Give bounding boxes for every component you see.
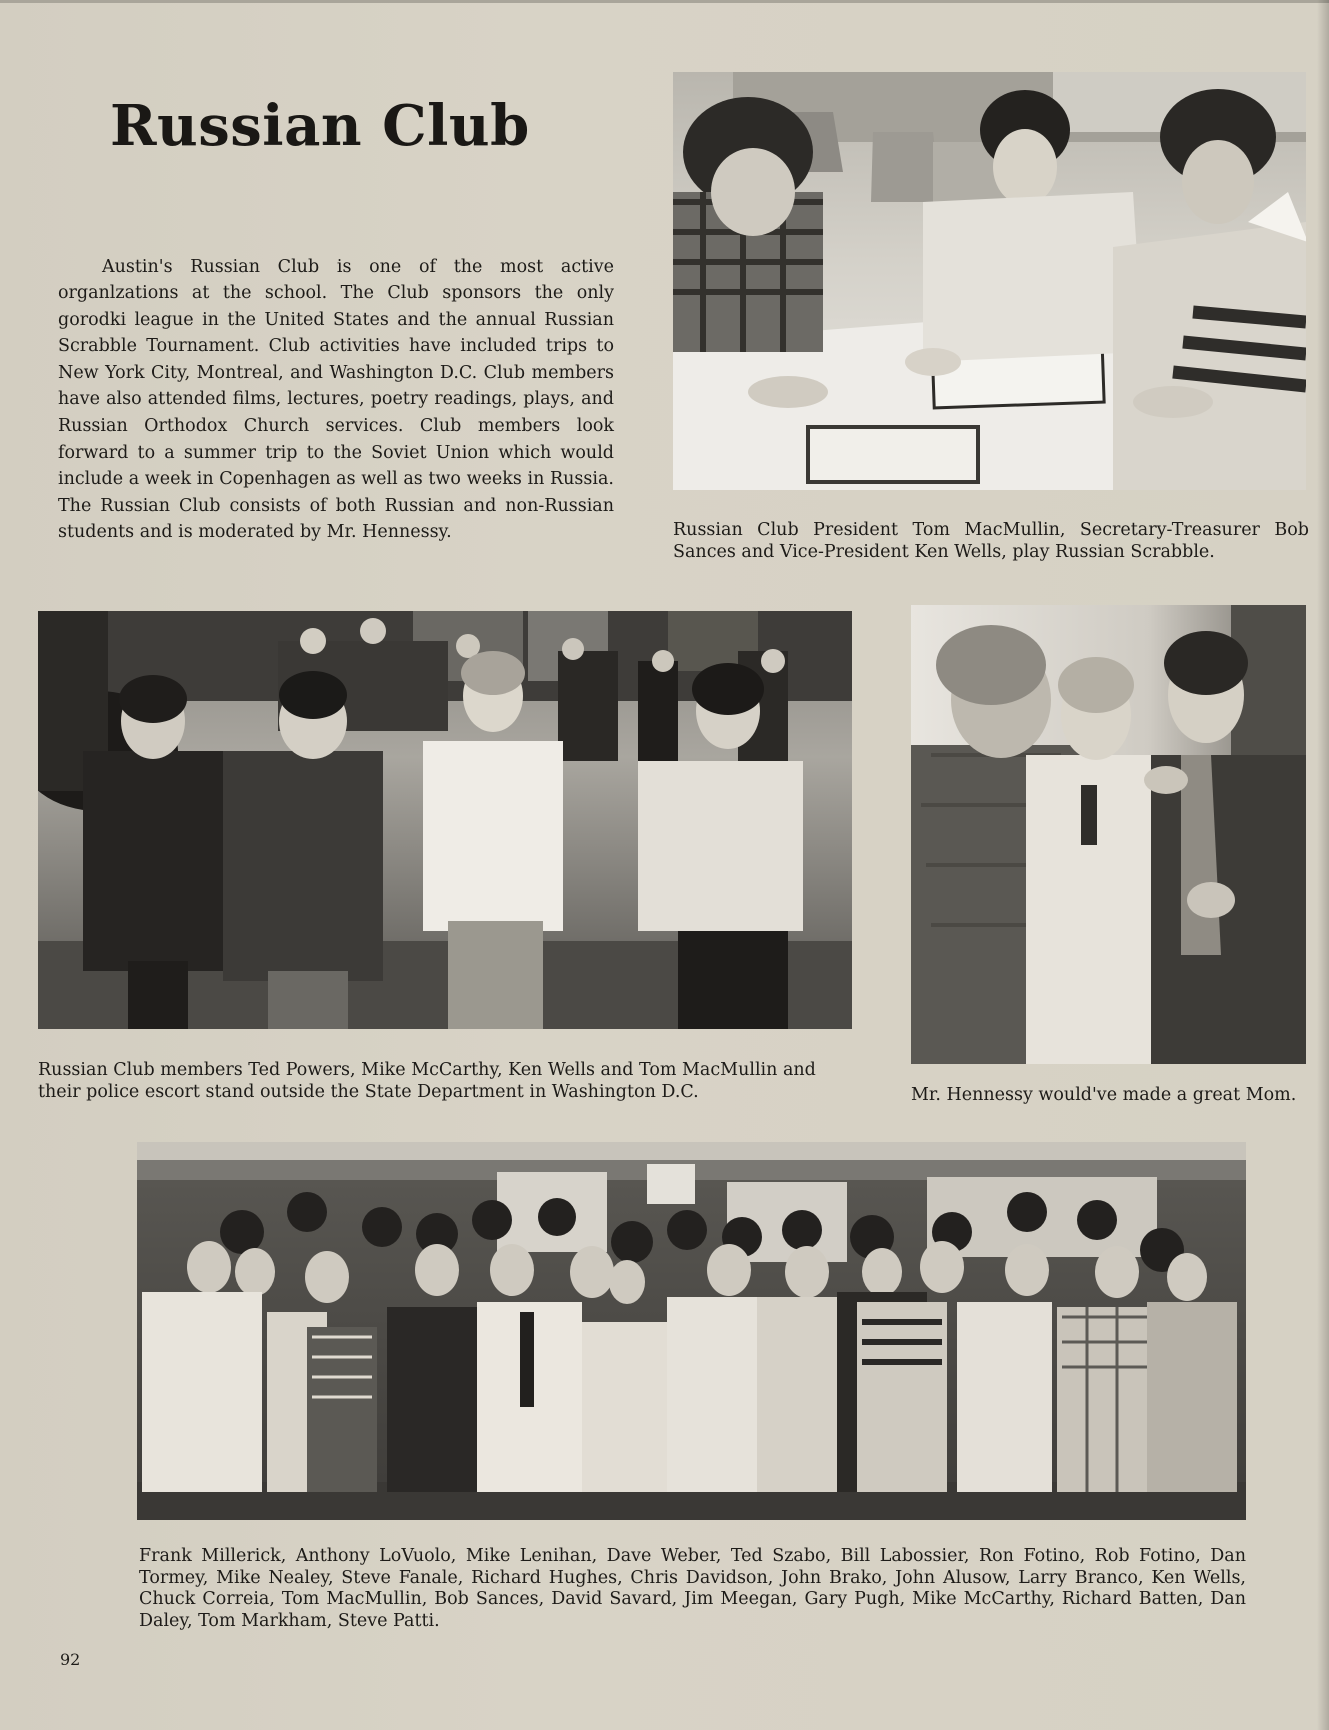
- page-title: Russian Club: [110, 92, 530, 159]
- washington-caption: Russian Club members Ted Powers, Mike McCarthy, Ken Wells and Tom MacMullin and their police escort stand outside the State Department in Washington D.C.: [38, 1060, 816, 1102]
- hennessy-photo: [911, 605, 1306, 1064]
- hennessy-caption: Mr. Hennessy would've made a great Mom.: [911, 1085, 1297, 1105]
- scrabble-photo-image: [673, 72, 1306, 490]
- scrabble-caption: Russian Club President Tom MacMullin, Secretary-Treasurer Bob Sances and Vice-President Ken Wells, play Russian Scrabble.: [673, 520, 1309, 562]
- scrabble-photo: [673, 72, 1306, 490]
- page-top-edge: [0, 0, 1329, 3]
- washington-photo: [38, 611, 852, 1029]
- group-photo-image: [137, 1142, 1246, 1520]
- washington-photo-image: [38, 611, 852, 1029]
- group-photo: [137, 1142, 1246, 1520]
- group-caption: Frank Millerick, Anthony LoVuolo, Mike Lenihan, Dave Weber, Ted Szabo, Bill Labossier, Ron Fotino, Rob Fotino, Dan Tormey, Mike Nealey, Steve Fanale, Richard Hughes, Chris Davidson, John Brako, John Alusow, Larry Branco, Ken Wells, Chuck Correia, Tom MacMullin, Bob Sances, David Savard, Jim Meegan, Gary Pugh, Mike McCarthy, Richard Batten, Dan Daley, Tom Markham, Steve Patti.: [139, 1546, 1246, 1631]
- page-number: 92: [60, 1650, 81, 1669]
- page-gutter-shadow: [1317, 0, 1329, 1730]
- intro-paragraph: Austin's Russian Club is one of the most active organlzations at the school. The Club sponsors the only gorodki league in the United States and the annual Russian Scrabble Tournament. Club activities have included trips to New York City, Montreal, and Washington D.C. Club members have also attended films, lectures, poetry readings, plays, and Russian Orthodox Church services. Club members look forward to a summer trip to the Soviet Union which would include a week in Copenhagen as well as two weeks in Russia. The Russian Club consists of both Russian and non-Russian students and is moderated by Mr. Hennessy.: [58, 256, 614, 543]
- hennessy-photo-image: [911, 605, 1306, 1064]
